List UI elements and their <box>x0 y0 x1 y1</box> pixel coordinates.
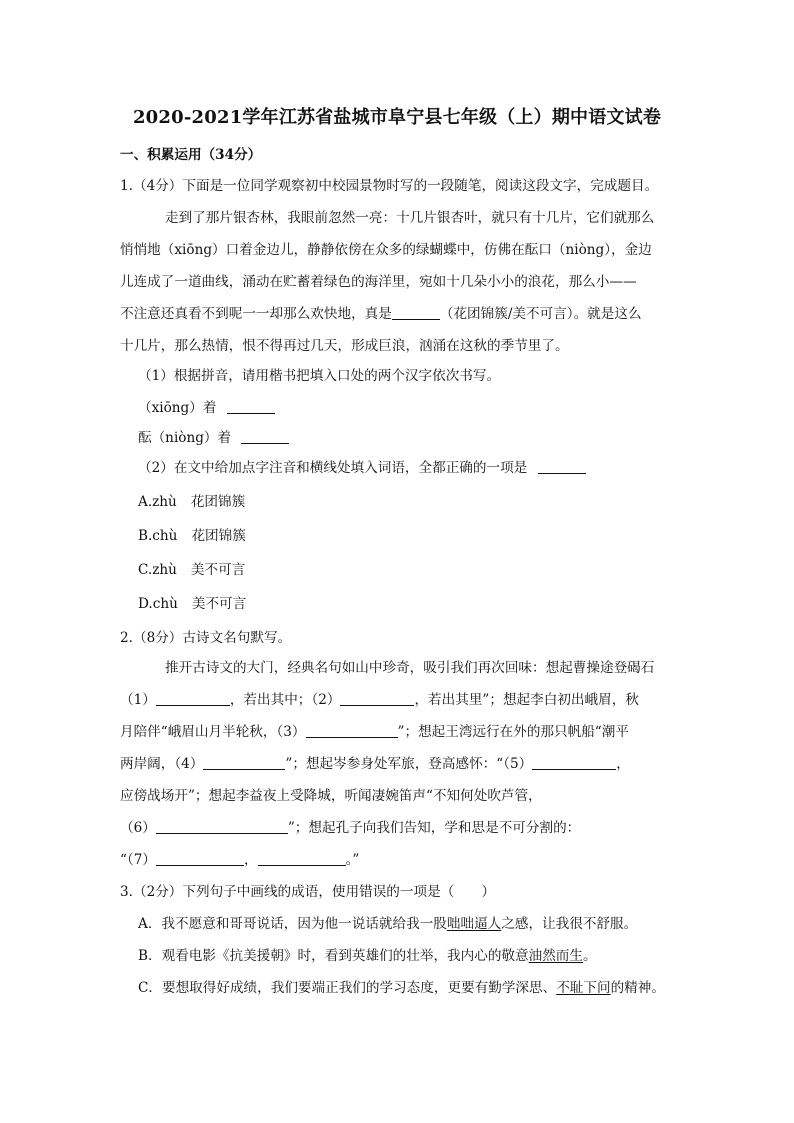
answer-blank-7b[interactable] <box>258 851 346 866</box>
option-letter: D.chù <box>138 596 178 612</box>
q1-paragraph-line: 儿连成了一道曲线，涌动在贮蓄着绿色的海洋里，宛如十几朵小小的浪花，那么小—— <box>120 274 637 290</box>
answer-blank-1[interactable] <box>156 691 230 706</box>
q2-line <box>120 690 639 710</box>
answer-blank-7a[interactable] <box>156 851 244 866</box>
answer-blank[interactable] <box>538 459 586 474</box>
underlined-idiom: 油然而生 <box>528 948 583 964</box>
option-word: 花团锦簇 <box>190 494 246 510</box>
answer-blank-5[interactable] <box>532 755 616 770</box>
option-letter: B.chù <box>138 528 178 544</box>
q2-text: （6） <box>120 820 156 836</box>
q2-text: ，若出其中；（2） <box>229 692 341 708</box>
option-word: 花团锦簇 <box>191 528 246 544</box>
option-word: 美不可言 <box>190 562 246 578</box>
q2-text: “（7） <box>120 852 156 868</box>
q3-option-a[interactable] <box>138 914 637 934</box>
answer-blank-4[interactable] <box>203 755 285 770</box>
underlined-idiom: 咄咄逼人 <box>446 916 502 932</box>
q3-option-c[interactable] <box>138 978 665 998</box>
q1-paragraph-text: （花团锦簇/美不可言）。就是这么 <box>439 306 642 322</box>
pinyin-label: （xiōng）着 <box>138 400 217 416</box>
q2-line <box>120 818 580 838</box>
page-title: 2020-2021学年江苏省盐城市阜宁县七年级（上）期中语文试卷 <box>132 107 662 128</box>
sub-question-text: （2）在文中给加点字注音和横线处填入词语，全都正确的一项是 <box>138 460 528 476</box>
option-text: 的精神。 <box>610 980 665 996</box>
q1-paragraph-line: 走到了那片银杏林，我眼前忽然一亮：十几片银杏叶，就只有十几片，它们就那么 <box>165 210 655 226</box>
q2-text: 月陪伴“峨眉山月半轮秋，（3） <box>120 724 306 740</box>
q2-line <box>120 754 630 774</box>
q1-paragraph-line: 十几片，那么热情，恨不得再过几天，形成巨浪，汹涌在这秋的季节里了。 <box>120 338 569 354</box>
option-text: C．要想取得好成绩，我们要端正我们的学习态度，更要有勤学深思、 <box>138 980 557 996</box>
q2-text: 两岸阔，（4） <box>120 756 204 772</box>
option-d[interactable] <box>138 594 246 614</box>
q2-line <box>120 850 359 870</box>
option-word: 美不可言 <box>191 596 247 612</box>
q1-sub1-item <box>138 398 275 418</box>
section-heading: 一、积累运用（34分） <box>120 147 262 163</box>
q1-sub-question-2 <box>138 458 586 478</box>
q2-text: ， <box>616 756 630 772</box>
q2-text: ”；想起岑参身处军旅，登高感怀：“（5） <box>285 756 533 772</box>
q2-line: 推开古诗文的大门，经典名句如山中珍奇，吸引我们再次回味：想起曹操途登碣石 <box>165 660 655 676</box>
option-text: A．我不愿意和哥哥说话，因为他一说话就给我一股 <box>138 916 447 932</box>
question-1-stem: 1.（4分）下面是一位同学观察初中校园景物时写的一段随笔，阅读这段文字，完成题目。 <box>120 178 659 194</box>
answer-blank[interactable] <box>392 305 440 320</box>
option-b[interactable] <box>138 526 246 546</box>
q2-text: （1） <box>120 692 156 708</box>
q1-sub-question-1: （1）根据拼音，请用楷书把填入口处的两个汉字依次书写。 <box>138 368 501 384</box>
option-text: 。 <box>583 948 597 964</box>
question-2-stem: 2.（8分）古诗文名句默写。 <box>120 630 292 646</box>
q3-option-b[interactable] <box>138 946 597 966</box>
answer-blank-3[interactable] <box>306 723 398 738</box>
q2-text: 。” <box>345 852 360 868</box>
option-text: 之感，让我很不舒服。 <box>501 916 638 932</box>
answer-blank[interactable] <box>241 429 289 444</box>
answer-blank-6[interactable] <box>156 819 288 834</box>
answer-blank-2[interactable] <box>340 691 414 706</box>
underlined-idiom: 不耻下问 <box>556 980 611 996</box>
option-text: B．观看电影《抗美援朝》时，看到英雄们的壮举，我内心的敬意 <box>138 948 529 964</box>
q1-paragraph-line: 悄悄地（xiōng）口着金边儿，静静依傍在众多的绿蝴蝶中，仿佛在酝口（niòng），金边 <box>120 242 652 258</box>
option-letter: C.zhù <box>138 562 177 578</box>
q2-text: ，若出其里”；想起李白初出峨眉，秋 <box>414 692 639 708</box>
answer-blank[interactable] <box>227 399 275 414</box>
q2-text: ”；想起孔子向我们告知，学和思是不可分割的： <box>287 820 581 836</box>
q2-text: ”；想起王湾远行在外的那只帆船“潮平 <box>397 724 629 740</box>
q2-line: 应傍战场开”；想起李益夜上受降城，听闻凄婉笛声“不知何处吹芦管， <box>120 788 542 804</box>
pinyin-label: 酝（niòng）着 <box>138 430 232 446</box>
q1-sub1-item <box>138 428 289 448</box>
q2-text: ， <box>244 852 258 868</box>
q1-paragraph-line <box>120 304 642 324</box>
q1-paragraph-text: 不注意还真看不到呢一一却那么欢快地，真是 <box>120 306 392 322</box>
option-c[interactable] <box>138 560 245 580</box>
question-3-stem: 3.（2分）下列句子中画线的成语，使用错误的一项是（ ） <box>120 884 496 900</box>
option-letter: A.zhù <box>138 494 177 510</box>
q2-line <box>120 722 629 742</box>
option-a[interactable] <box>138 492 245 512</box>
